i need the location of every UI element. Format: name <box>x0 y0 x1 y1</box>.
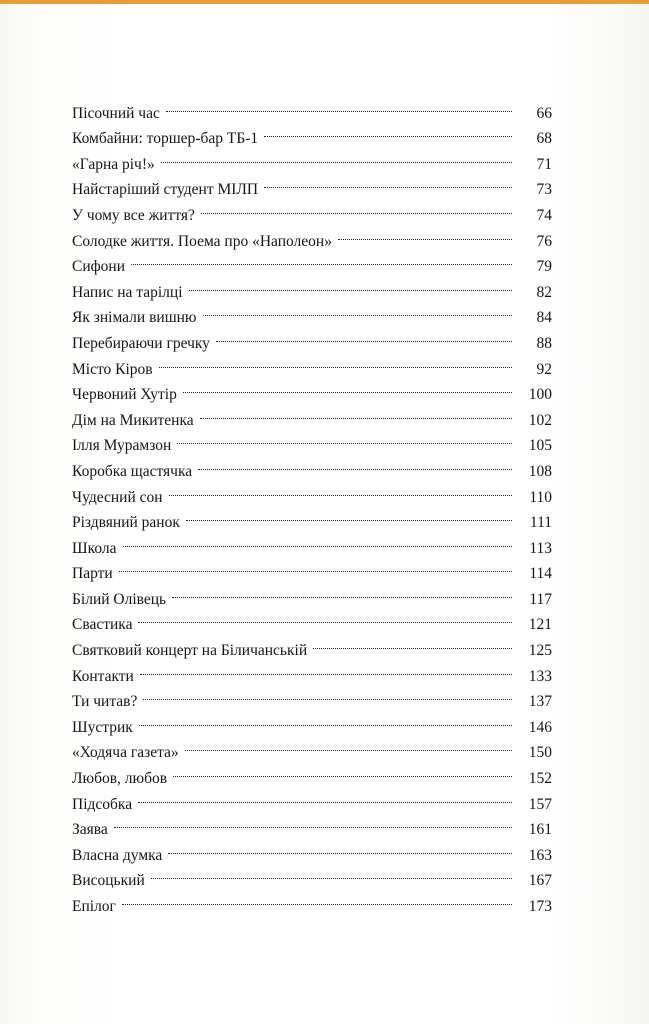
toc-dot-leader <box>166 92 512 118</box>
toc-entry-page-number: 161 <box>528 821 552 839</box>
page-top-edge <box>0 0 649 4</box>
toc-entry-title: «Гарна річ!» <box>72 155 155 173</box>
toc-entry <box>72 681 552 711</box>
toc-entry-title: Дім на Микитенка <box>72 411 194 429</box>
toc-dot-leader <box>200 399 512 425</box>
toc-entry <box>72 604 552 634</box>
toc-dot-leader <box>122 885 512 911</box>
toc-entry-title: Коробка щастячка <box>72 462 193 480</box>
toc-dot-leader <box>159 348 512 374</box>
toc-entry-page-number: 167 <box>528 872 552 890</box>
toc-entry-page-number: 163 <box>528 846 552 864</box>
toc-dot-leader <box>123 527 512 553</box>
toc-entry-page-number: 105 <box>528 437 552 455</box>
toc-entry-title: Парти <box>72 565 113 583</box>
toc-dot-leader <box>201 194 512 220</box>
toc-dot-leader <box>114 809 512 835</box>
toc-entry-page-number: 157 <box>528 795 552 813</box>
toc-entry-title: Місто Кіров <box>72 360 153 378</box>
toc-entry-page-number: 173 <box>528 898 552 915</box>
toc-dot-leader <box>138 783 512 809</box>
toc-entry-page-number: 146 <box>528 718 552 736</box>
toc-dot-leader <box>338 220 512 246</box>
toc-entry-page-number: 117 <box>529 590 552 608</box>
toc-dot-leader <box>151 860 512 886</box>
toc-dot-leader <box>186 502 512 528</box>
toc-dot-leader <box>216 322 512 348</box>
toc-entry-title: Пісочний час <box>72 104 160 122</box>
toc-entry-title: Школа <box>72 539 117 557</box>
toc-entry <box>72 655 552 685</box>
toc-entry-title: Найстаріший студент МІЛП <box>72 181 259 199</box>
toc-entry-title: Ілля Мурамзон <box>72 437 172 455</box>
toc-dot-leader <box>173 757 512 783</box>
toc-entry-page-number: 121 <box>528 616 552 634</box>
toc-entry-title: Напис на тарілці <box>72 283 183 301</box>
toc-entry-title: Шустрик <box>72 718 133 736</box>
toc-entry <box>72 783 552 813</box>
toc-dot-leader <box>177 425 512 451</box>
toc-entry-page-number: 73 <box>536 181 552 199</box>
toc-entry-title: Свастика <box>72 616 133 634</box>
toc-entry <box>72 246 552 276</box>
toc-entry-page-number: 100 <box>528 386 552 404</box>
toc-entry-title: «Ходяча газета» <box>72 744 179 762</box>
toc-dot-leader <box>161 143 512 169</box>
toc-entry-title: Святковий концерт на Біличанській <box>72 642 308 660</box>
toc-entry-title: Комбайни: торшер-бар ТБ-1 <box>72 130 259 148</box>
toc-entry-title: Ти читав? <box>72 693 138 711</box>
toc-dot-leader <box>198 450 512 476</box>
toc-entry-page-number: 137 <box>528 693 552 711</box>
toc-entry-title: Заява <box>72 821 108 839</box>
toc-entry <box>72 527 552 557</box>
toc-entry-page-number: 66 <box>536 104 552 122</box>
toc-dot-leader <box>264 118 512 144</box>
toc-dot-leader <box>264 169 512 195</box>
toc-entry <box>72 834 552 864</box>
toc-entry-page-number: 152 <box>528 770 552 788</box>
toc-entry-title: Власна думка <box>72 846 163 864</box>
toc-entry-page-number: 102 <box>528 411 552 429</box>
toc-entry-page-number: 125 <box>528 642 552 660</box>
toc-entry-page-number: 82 <box>536 283 552 301</box>
toc-dot-leader <box>139 706 512 732</box>
toc-entry-page-number: 110 <box>529 488 552 506</box>
toc-entry <box>72 271 552 301</box>
toc-dot-leader <box>172 578 512 604</box>
toc-entry-page-number: 108 <box>528 462 552 480</box>
toc-entry-title: Перебираючи гречку <box>72 334 210 352</box>
toc-entry-title: Любов, любов <box>72 770 168 788</box>
toc-entry <box>72 92 552 122</box>
toc-entry <box>72 732 552 762</box>
toc-entry <box>72 809 552 839</box>
toc-entry-title: Білий Олівець <box>72 590 167 608</box>
toc-entry-page-number: 68 <box>536 130 552 148</box>
toc-entry-page-number: 84 <box>536 309 552 327</box>
toc-entry-page-number: 92 <box>536 360 552 378</box>
toc-entry-page-number: 74 <box>536 206 552 224</box>
toc-entry-page-number: 150 <box>528 744 552 762</box>
toc-entry-title: Червоний Хутір <box>72 386 177 404</box>
toc-entry-title: Висоцький <box>72 872 145 890</box>
toc-entry-page-number: 113 <box>529 539 552 557</box>
toc-entry-title: У чому все життя? <box>72 206 195 224</box>
toc-dot-leader <box>131 246 512 272</box>
toc-entry <box>72 578 552 608</box>
toc-entry <box>72 553 552 583</box>
toc-entry-page-number: 71 <box>536 155 552 173</box>
toc-dot-leader <box>313 629 512 655</box>
toc-entry-page-number: 88 <box>536 334 552 352</box>
toc-entry-title: Епілог <box>72 898 116 915</box>
toc-dot-leader <box>203 297 512 323</box>
toc-entry-title: Підсобка <box>72 795 133 813</box>
toc-dot-leader <box>189 271 513 297</box>
toc-dot-leader <box>185 732 512 758</box>
toc-dot-leader <box>140 655 512 681</box>
table-of-contents <box>72 92 552 915</box>
toc-entry <box>72 629 552 660</box>
toc-entry-title: Контакти <box>72 667 134 685</box>
toc-dot-leader <box>183 374 512 400</box>
toc-entry-page-number: 133 <box>528 667 552 685</box>
toc-dot-leader <box>138 604 512 630</box>
toc-dot-leader <box>168 834 512 860</box>
toc-entry-page-number: 111 <box>529 514 552 532</box>
toc-entry-page-number: 76 <box>536 232 552 250</box>
toc-dot-leader <box>119 553 512 579</box>
toc-entry <box>72 885 552 915</box>
toc-entry-page-number: 79 <box>536 258 552 276</box>
toc-dot-leader <box>143 681 512 707</box>
toc-entry-title: Солодке життя. Поема про «Наполеон» <box>72 232 332 250</box>
toc-entry-title: Сифони <box>72 258 126 276</box>
toc-entry-title: Чудесний сон <box>72 488 163 506</box>
toc-dot-leader <box>169 476 512 502</box>
toc-entry-title: Як знімали вишню <box>72 309 197 327</box>
toc-entry <box>72 706 552 736</box>
toc-entry-page-number: 114 <box>529 565 552 583</box>
toc-entry-title: Різдвяний ранок <box>72 514 180 532</box>
